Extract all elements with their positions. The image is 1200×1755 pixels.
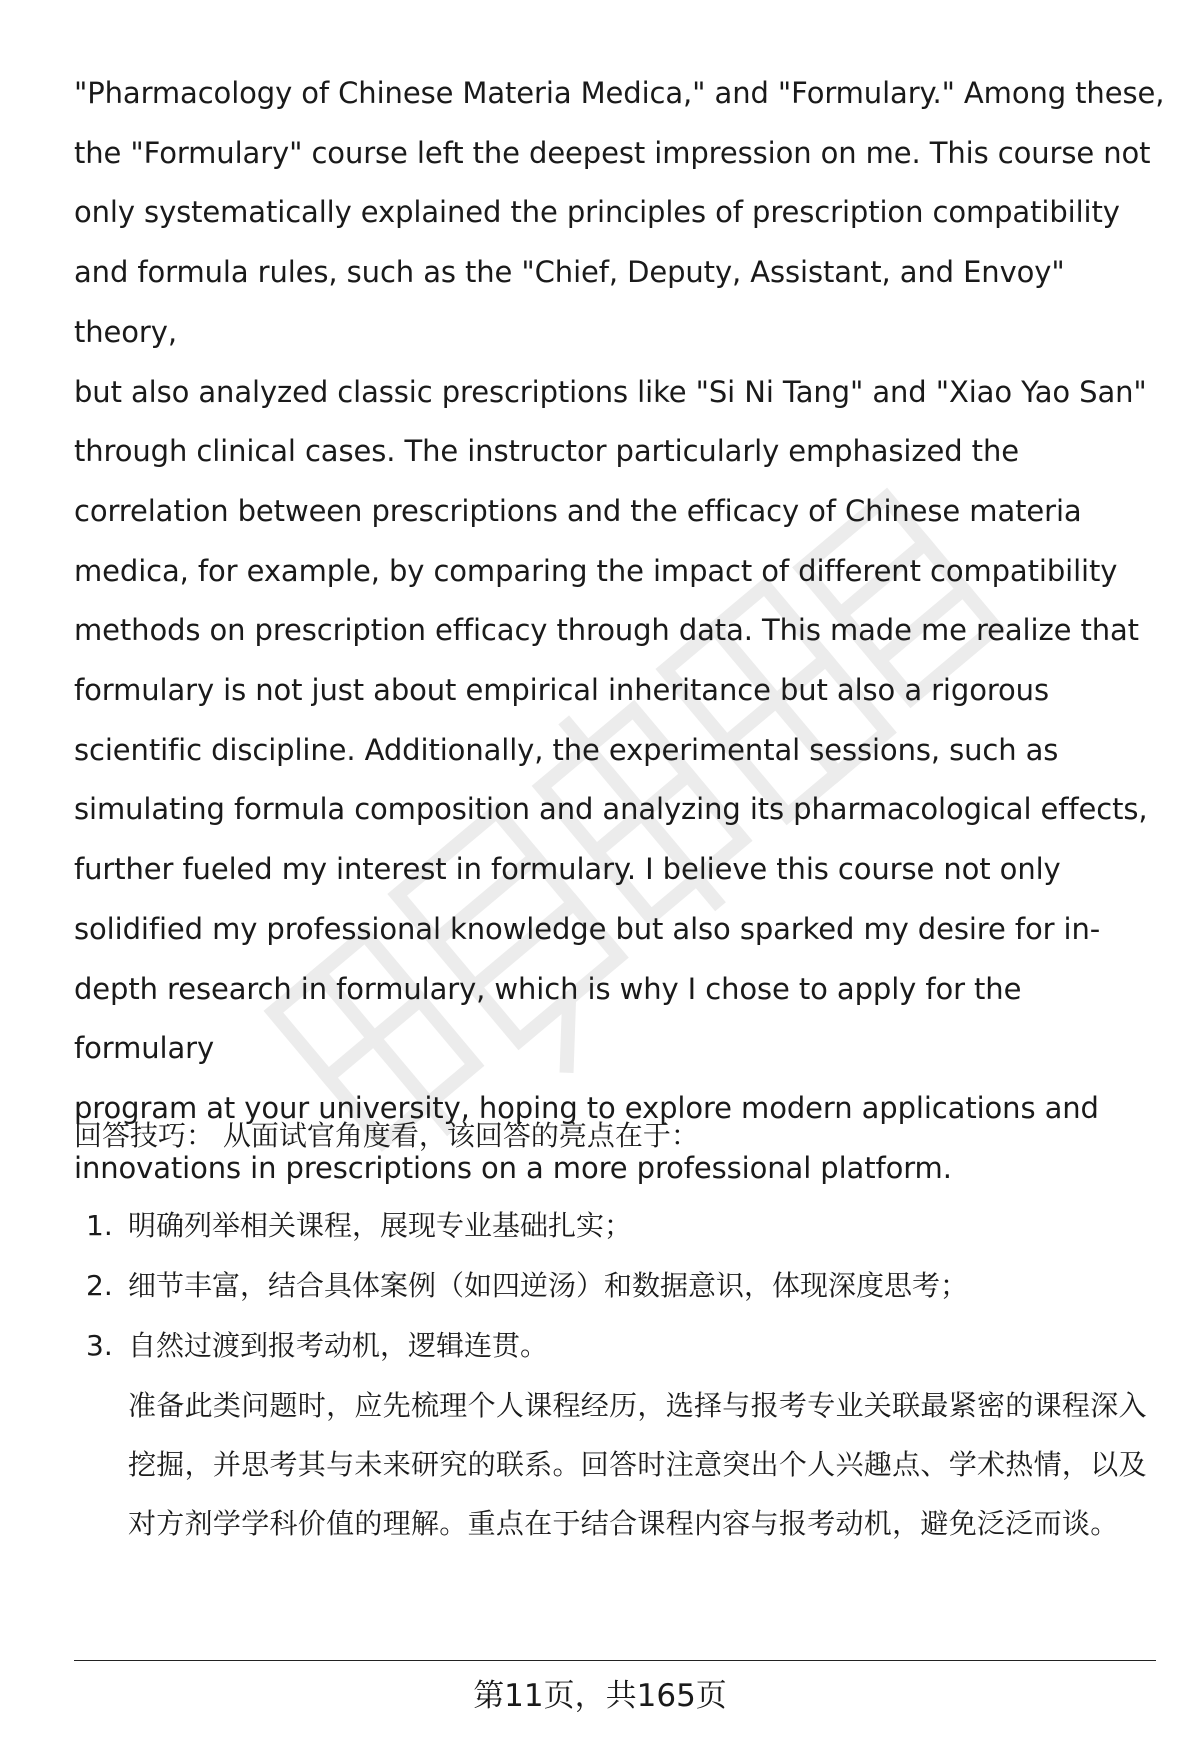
body-line: depth research in formulary, which is why I chose to apply for the formulary <box>74 971 1022 1066</box>
list-number: 2. <box>86 1269 113 1302</box>
body-line: through clinical cases. The instructor particularly emphasized the <box>74 434 1019 469</box>
list-number: 3. <box>86 1329 113 1362</box>
body-line: simulating formula composition and analyzing its pharmacological effects, <box>74 792 1148 827</box>
body-line: formulary is not just about empirical inheritance but also a rigorous <box>74 673 1049 708</box>
tips-list-item <box>74 1256 1166 1316</box>
essay-body <box>74 64 1166 1198</box>
page-number: 第11页，共165页 <box>473 1678 727 1714</box>
body-line: methods on prescription efficacy through data. This made me realize that <box>74 613 1139 648</box>
body-line: further fueled my interest in formulary. I believe this course not only <box>74 852 1061 887</box>
body-line: program at your university, hoping to explore modern applications and <box>74 1090 1099 1125</box>
body-line: the "Formulary" course left the deepest impression on me. This course not <box>74 135 1151 170</box>
body-line: correlation between prescriptions and the efficacy of Chinese materia <box>74 493 1082 528</box>
body-line: "Pharmacology of Chinese Materia Medica," and "Formulary." Among these, <box>74 76 1165 110</box>
list-item-text: 细节丰富，结合具体案例（如四逆汤）和数据意识，体现深度思考； <box>128 1269 969 1302</box>
body-line: but also analyzed classic prescriptions like "Si Ni Tang" and "Xiao Yao San" <box>74 374 1147 409</box>
body-line: only systematically explained the principles of prescription compatibility <box>74 195 1120 230</box>
footer-divider <box>74 1660 1156 1661</box>
list-item-text: 明确列举相关课程，展现专业基础扎实； <box>128 1209 633 1242</box>
tips-list-item <box>74 1316 1166 1376</box>
tips-list <box>74 1196 1166 1376</box>
list-number: 1. <box>86 1209 113 1242</box>
body-line: medica, for example, by comparing the impact of different compatibility <box>74 553 1118 588</box>
tips-heading: 回答技巧： 从面试官角度看，该回答的亮点在于： <box>74 1119 699 1152</box>
list-item-text: 自然过渡到报考动机，逻辑连贯。 <box>128 1329 549 1362</box>
body-line: solidified my professional knowledge but also sparked my desire for in- <box>74 911 1101 946</box>
tips-advice-paragraph: 准备此类问题时，应先梳理个人课程经历，选择与报考专业关联最紧密的课程深入挖掘，并思考其与未来研究的联系。回答时注意突出个人兴趣点、学术热情，以及对方剂学学科价值的理解。重点在于结合课程内容与报考动机，避免泛泛而谈。 <box>128 1389 1147 1540</box>
body-line: and formula rules, such as the "Chief, Deputy, Assistant, and Envoy" theory, <box>74 255 1065 349</box>
body-line: innovations in prescriptions on a more professional platform. <box>74 1150 952 1185</box>
tips-list-item <box>74 1196 1166 1256</box>
body-line: scientific discipline. Additionally, the experimental sessions, such as <box>74 732 1059 767</box>
